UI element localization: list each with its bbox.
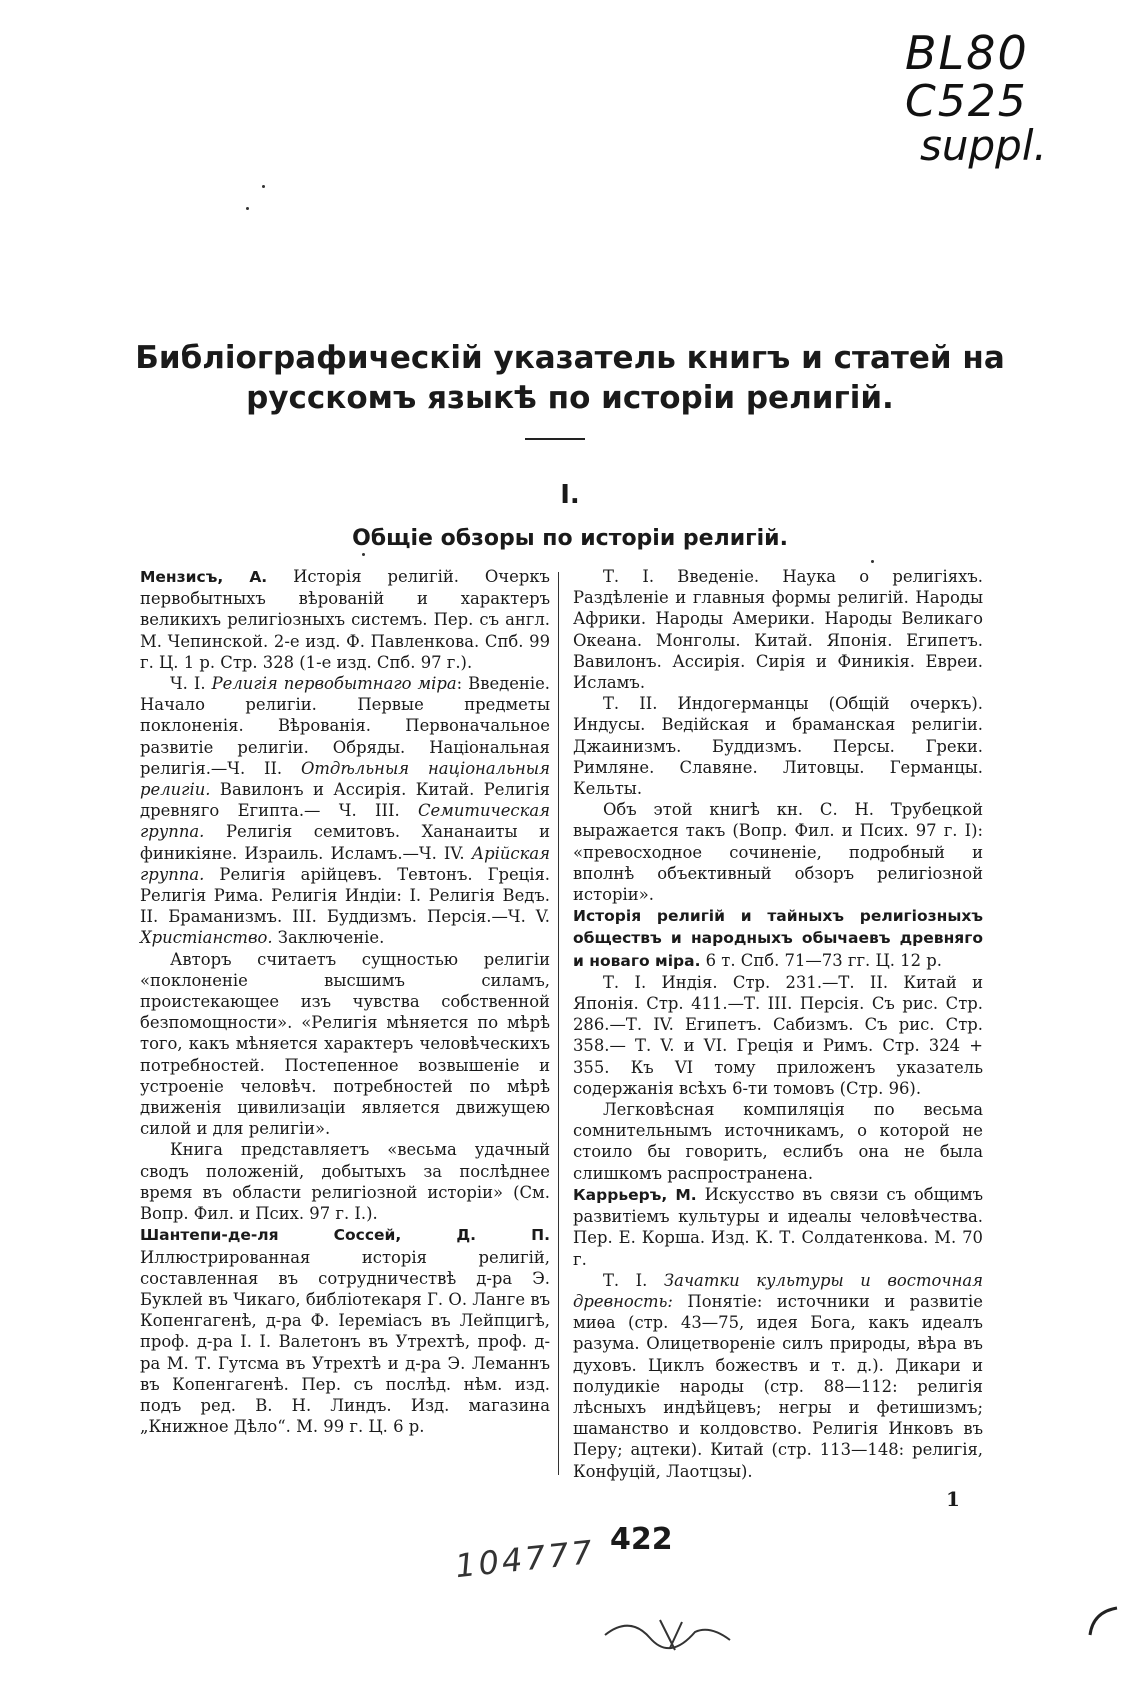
text: : Введеніе. Начало религіи. Первые предметы поклоненія. Вѣрованія. Первоначальное развитіе религіи. Обряды. Національная религія.—Ч. II.: [140, 674, 551, 778]
entry-chantepie: [140, 1224, 550, 1437]
part-number: I.: [560, 480, 580, 510]
left-column: [140, 566, 550, 1437]
speck: [362, 553, 365, 556]
text: Понятіе: источники и развитіе миѳа (стр. 43—75, идея Бога, какъ идеалъ разума. Олицетвореніе силъ природы, вѣра въ духовъ. Циклъ божествъ и т. д.). Дикари и полудикіе народы (стр. 88—112: религія лѣсныхъ индѣйцевъ; негры и фетишизмъ; шаманство и колдовство. Религія Инковъ въ Перу; ацтеки). Китай (стр. 113—148: религія, Конфуцій, Лаотцзы).: [573, 1291, 983, 1481]
entry-review: Легковѣсная компиляція по весьма сомнительнымъ источникамъ, о которой не стоило бы говорить, еслибъ она не была слишкомъ распространена.: [573, 1100, 983, 1183]
italic-text: Арійская группа.: [140, 843, 550, 884]
entry-review: Авторъ считаетъ сущностью религіи «поклоненіе высшимъ силамъ, проистекающее изъ чувства собственной безпомощности». «Религія мѣняется по мѣрѣ того, какъ мѣняется характеръ человѣческихъ потребностей. Постепенное возвышеніе и устроеніе человѣч. потребностей по мѣрѣ движенія цивилизаціи является движущею силой и для религіи».: [140, 949, 550, 1139]
entry-contents: Т. II. Индогерманцы (Общій очеркъ). Индусы. Ведійская и браманская религіи. Джаинизмъ. Буддизмъ. Персы. Греки. Римляне. Славяне. Литовцы. Германцы. Кельты.: [573, 694, 983, 799]
text: Заключеніе.: [272, 928, 385, 948]
entry-author: Мензисъ, А.: [140, 568, 268, 586]
call-number-line-1: BL80: [905, 26, 1029, 80]
pen-scribble: [600, 1610, 740, 1660]
entry-author: Шантепи-де-ля Соссей, Д. П.: [140, 1226, 550, 1245]
signature-mark: 1: [946, 1487, 960, 1511]
title-divider: [525, 438, 585, 440]
entry-history-of-religions: [573, 905, 983, 972]
call-number-line-2: C525: [905, 76, 1028, 127]
call-number-line-3: suppl.: [920, 121, 1047, 170]
entry-review: Объ этой книгѣ кн. С. Н. Трубецкой выражается такъ (Вопр. Фил. и Псих. 97 г. I): «превосходное сочиненіе, подробный и вполнѣ объективный обзоръ религіозной исторіи».: [573, 800, 983, 905]
entry-contents: Т. I. Индія. Стр. 231.—Т. II. Китай и Японія. Стр. 411.—Т. III. Персія. Съ рис. Стр. 286.—Т. IV. Египетъ. Сабизмъ. Съ рис. Стр. 358.— Т. V. и VI. Греція и Римъ. Стр. 324 + 355. Къ VI тому приложенъ указатель содержанія всѣхъ 6-ти томовъ (Стр. 96).: [573, 972, 983, 1098]
text: Религія арійцевъ. Тевтонъ. Греція. Религія Рима. Религія Индіи: I. Религія Ведъ. II. Браманизмъ. III. Буддизмъ. Персія.—Ч. V.: [140, 864, 550, 927]
italic-text: Семитическая группа.: [140, 801, 550, 842]
corner-mark: [1085, 1600, 1125, 1640]
italic-text: Религія первобытнаго міра: [211, 674, 457, 694]
entry-author: Каррьеръ, М.: [573, 1185, 697, 1204]
entry-contents: [140, 673, 550, 949]
entry-contents: [573, 1270, 983, 1482]
page-title: Библіографическій указатель книгъ и статей на русскомъ языкѣ по исторіи религій.: [135, 340, 1005, 416]
right-column: [573, 566, 983, 1482]
speck: [246, 207, 249, 210]
entry-text: Иллюстрированная исторія религій, составленная въ сотрудничествѣ д-ра Э. Буклей въ Чикаго, библіотекаря Г. О. Ланге въ Копенгагенѣ, д-ра Ф. Іереміасъ въ Лейпцигѣ, проф. д-ра I. I. Валетонъ въ Утрехтѣ, проф. д-ра М. Т. Гутсма въ Утрехтѣ и д-ра Э. Леманнъ въ Копенгагенѣ. Пер. съ послѣд. нѣм. изд. подъ ред. В. Н. Линдъ. Изд. магазина „Книжное Дѣло“. М. 99 г. Ц. 6 р.: [140, 1247, 550, 1437]
speck: [871, 560, 874, 563]
folio-number: 422: [610, 1522, 673, 1557]
text: Т. I.: [603, 1270, 664, 1290]
italic-text: Христіанство.: [140, 928, 273, 948]
entry-carriere: [573, 1184, 983, 1270]
text: Вавилонъ и Ассирія. Китай. Религія древняго Египта.— Ч. III.: [140, 780, 550, 821]
speck: [262, 185, 265, 188]
entry-menzies: [140, 566, 550, 673]
text: Ч. I.: [170, 674, 212, 694]
entry-text: Искусство въ связи съ общимъ развитіемъ культуры и идеалы человѣчества. Пер. Е. Корша. Изд. К. Т. Солдатенкова. М. 70 г.: [573, 1184, 983, 1269]
entry-review: Книга представляетъ «весьма удачный сводъ положеній, добытыхъ за послѣднее время въ области религіозной исторіи» (См. Вопр. Фил. и Псих. 97 г. I.).: [140, 1140, 550, 1224]
text: Религія семитовъ. Хананаиты и финикіяне. Израиль. Исламъ.—Ч. IV.: [140, 822, 550, 863]
entry-text: Исторія религій. Очеркъ первобытныхъ вѣрованій и характеръ великихъ религіозныхъ системъ. Пер. съ англ. М. Чепинской. 2-е изд. Ф. Павленкова. Спб. 99 г. Ц. 1 р. Стр. 328 (1-е изд. Спб. 97 г.).: [140, 567, 550, 672]
entry-text: 6 т. Спб. 71—73 гг. Ц. 12 р.: [700, 950, 942, 970]
entry-contents: Т. I. Введеніе. Наука о религіяхъ. Раздѣленіе и главныя формы религій. Народы Африки. Народы Америки. Народы Великаго Океана. Монголы. Китай. Японія. Египетъ. Вавилонъ. Ассирія. Сирія и Финикія. Евреи. Исламъ.: [573, 567, 983, 693]
section-title: Общіе обзоры по исторіи религій.: [352, 526, 788, 551]
column-divider: [558, 572, 559, 1475]
accession-number: 104777: [453, 1532, 597, 1586]
italic-text: Отдѣльныя національныя религіи.: [140, 758, 550, 800]
entry-author: Исторія религій и тайныхъ религіозныхъ обществъ и народныхъ обычаевъ древняго и новаго міра.: [573, 907, 983, 970]
italic-text: Зачатки культуры и восточная древность:: [573, 1270, 983, 1311]
